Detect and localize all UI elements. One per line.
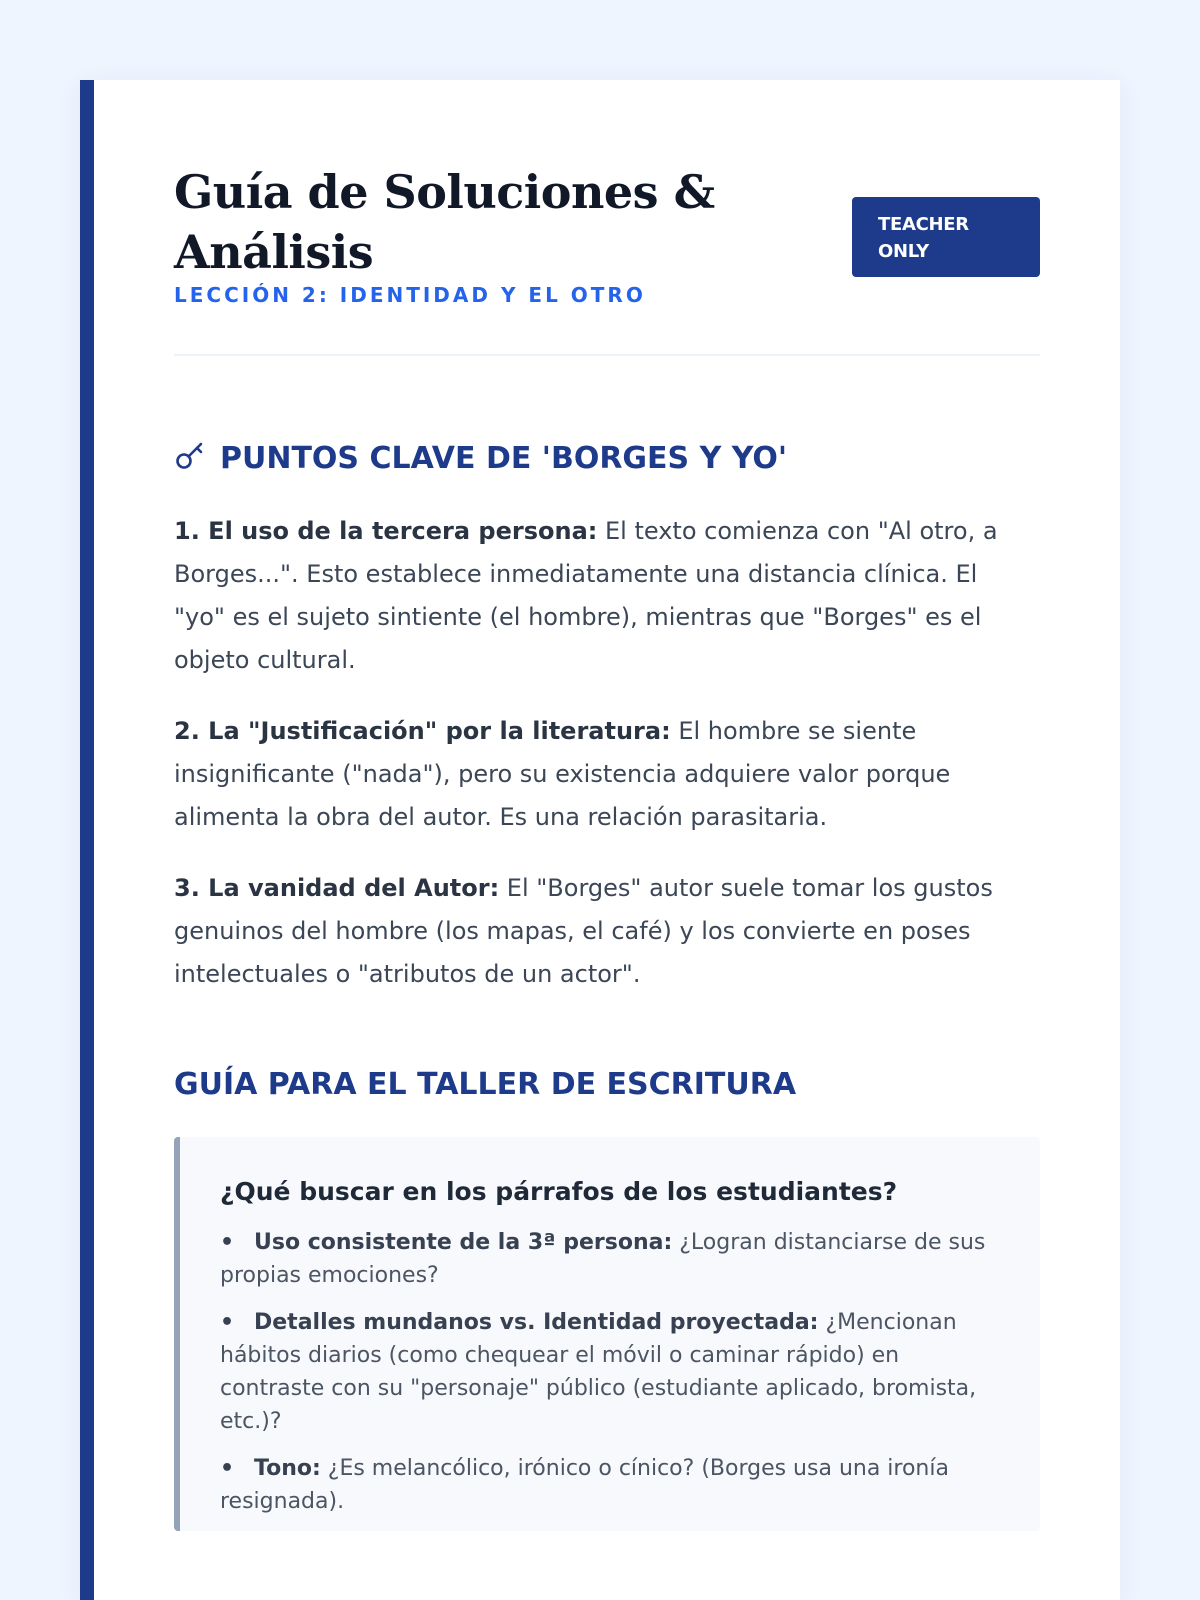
bullet-icon: • [220, 1310, 235, 1335]
page-content [174, 80, 1040, 1514]
workshop-heading: GUÍA PARA EL TALLER DE ESCRITURA [174, 1067, 797, 1102]
key-points-heading [174, 440, 787, 476]
key-point-1-text: El texto comienza con "Al otro, a Borges...". Esto establece inmediatamente una distancia clínica. El "yo" es el sujeto sintiente (el hombre), mientras que "Borges" es el objeto cultural. [174, 517, 998, 674]
callout-list [220, 1226, 1002, 1518]
key-point-2-text: El hombre se siente insignificante ("nada"), pero su existencia adquiere valor porque alimenta la obra del autor. Es una relación parasitaria. [174, 717, 951, 831]
list-item [220, 1452, 1002, 1518]
key-point-1 [174, 510, 1014, 682]
document-page [80, 80, 1120, 1600]
list-item [220, 1306, 1002, 1438]
list-item-text: ¿Logran distanciarse de sus propias emociones? [220, 1230, 986, 1288]
teacher-only-badge: TEACHER ONLY [852, 197, 1040, 277]
list-item-label: Tono: [254, 1456, 321, 1481]
bullet-icon: • [220, 1456, 235, 1481]
key-point-3 [174, 867, 1014, 996]
key-point-2-label: 2. La "Justificación" por la literatura: [174, 717, 671, 745]
list-item-text: ¿Mencionan hábitos diarios (como chequear el móvil o caminar rápido) en contraste con su "personaje" público (estudiante aplicado, bromista, etc.)? [220, 1310, 977, 1434]
key-points-title: PUNTOS CLAVE DE 'BORGES Y YO' [220, 441, 788, 476]
list-item [220, 1226, 1002, 1292]
workshop-callout [174, 1137, 1040, 1531]
bullet-icon: • [220, 1230, 235, 1255]
key-point-2 [174, 710, 1014, 839]
list-item-text: ¿Es melancólico, irónico o cínico? (Borges usa una ironía resignada). [220, 1456, 949, 1514]
list-item-label: Uso consistente de la 3ª persona: [254, 1230, 673, 1255]
callout-title: ¿Qué buscar en los párrafos de los estudiantes? [220, 1177, 898, 1206]
key-point-3-label: 3. La vanidad del Autor: [174, 874, 500, 902]
key-point-3-text: El "Borges" autor suele tomar los gustos genuinos del hombre (los mapas, el café) y los convierte en poses intelectuales o "atributos de un actor". [174, 874, 993, 988]
page-title: Guía de Soluciones & Análisis [174, 165, 715, 279]
page-subtitle: LECCIÓN 2: IDENTIDAD Y EL OTRO [174, 283, 646, 307]
list-item-label: Detalles mundanos vs. Identidad proyectada: [254, 1310, 819, 1335]
page-header [174, 80, 1040, 356]
key-point-1-label: 1. El uso de la tercera persona: [174, 517, 598, 545]
key-icon [174, 440, 206, 472]
